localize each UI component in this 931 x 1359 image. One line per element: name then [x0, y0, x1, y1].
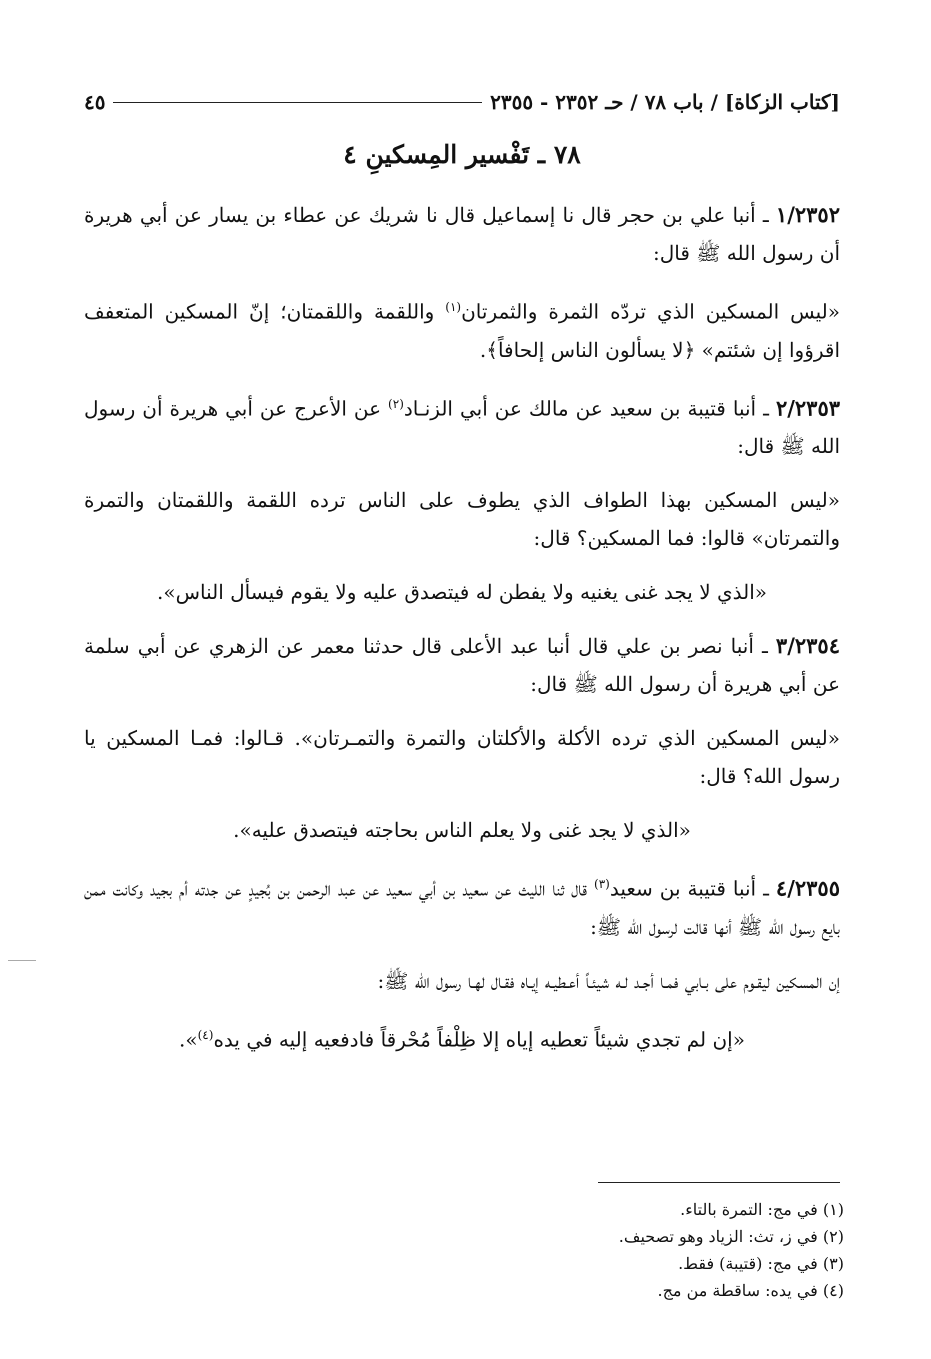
hadith-number: ٢/٢٣٥٣	[775, 395, 841, 421]
footnote: (٤) في يده: ساقطة من مج.	[657, 1281, 844, 1300]
page-number: ٤٥	[84, 90, 106, 114]
footnote-ref[interactable]: (٤)	[197, 1027, 214, 1042]
paragraph	[84, 865, 840, 946]
paragraph	[84, 811, 840, 849]
header-rule	[113, 102, 482, 103]
paragraph-text-tail: قال ثنا الليث عن سعيد بن أبي سعيد عن عبد الرحمن بن بُجيدٍ عن جدته أم بجيد وكانت ممن بايع رسول الله ﷺ أنها قالت لرسول الله ﷺ:	[84, 876, 840, 939]
hadith-number: ١/٢٣٥٢	[775, 202, 840, 227]
chapter-title: ٧٨ ـ تَفْسير المِسكينِ ٤	[343, 140, 581, 169]
paragraph	[84, 627, 840, 703]
paragraph-text: ـ أنبا علي بن حجر قال نا إسماعيل قال نا شريك عن عطاء بن يسار عن أبي هريرة أن رسول الله ﷺ قال:	[84, 203, 840, 265]
hadith-number: ٣/٢٣٥٤	[775, 633, 840, 659]
paragraph-text: ـ أنبا قتيبة بن سعيد	[609, 876, 776, 901]
paragraph	[84, 1016, 840, 1059]
footnote-ref[interactable]: (٣)	[594, 877, 610, 892]
paragraph-text: «ليس المسكين الذي تردّه الثمرة والثمرتان	[461, 299, 840, 324]
hadith-number: ٤/٢٣٥٥	[775, 875, 840, 901]
paragraph-text: «الذي لا يجد غنى ولا يعلم الناس بحاجته فيتصدق عليه».	[233, 818, 691, 843]
running-title: [كتاب الزكاة] / باب ٧٨ / حـ ٢٣٥٢ - ٢٣٥٥	[490, 90, 840, 114]
paragraph	[84, 962, 840, 1000]
paragraph	[84, 288, 840, 369]
margin-mark	[8, 960, 36, 961]
paragraph	[84, 481, 840, 557]
footnote-ref[interactable]: (٢)	[388, 396, 404, 411]
paragraph-text: «الذي لا يجد غنى يغنيه ولا يفطن له فيتصدق عليه ولا يقوم فيسأل الناس».	[156, 580, 768, 605]
paragraph-text: «ليس المسكين الذي ترده الأكلة والأكلتان والتمرة والتمـرتان». قـالوا: فمـا المسكين يا رسول الله؟ قال:	[84, 726, 841, 789]
paragraph-text-tail: واللقمة واللقمتان؛ إنّ المسكين المتعفف اقرؤوا إن شئتم» ﴿لا يسألون الناس إلحافاً﴾.	[84, 299, 840, 362]
footnote: (٢) في ز، تث: الزياد وهو تصحيف.	[618, 1227, 844, 1246]
paragraph	[84, 385, 840, 466]
footnote: (١) في مج: التمرة بالتاء.	[680, 1200, 844, 1219]
paragraph-text-tail: ».	[179, 1027, 198, 1052]
paragraph	[84, 573, 840, 611]
footnotes	[84, 1196, 844, 1304]
text-body	[84, 196, 840, 1075]
paragraph-text: ـ أنبا قتيبة بن سعيد عن مالك عن أبي الزنـاد	[403, 396, 776, 421]
paragraph-text: «ليس المسكين بهذا الطواف الذي يطوف على الناس ترده اللقمة واللقمتان والتمرة والتمرتان» قالوا: فما المسكين؟ قال:	[84, 488, 840, 551]
paragraph-text-tail: عن الأعرج عن أبي هريرة أن رسول الله ﷺ قال:	[84, 396, 840, 459]
paragraph-text: «إن لم تجدي شيئاً تعطيه إياه إلا ظِلْفاً مُحْرقاً فادفعيه إليه في يده	[213, 1027, 745, 1052]
footnote-rule	[598, 1182, 840, 1183]
paragraph-text: إن المسكين ليقـوم على بـابي فمـا أجـد لـه شيئـاً أعـطيـه إيـاه فقـال لهـا رسول الله ﷺ:	[377, 968, 840, 993]
footnote-ref[interactable]: (١)	[445, 300, 462, 314]
running-header	[84, 86, 840, 118]
paragraph	[84, 719, 840, 795]
paragraph-text: ـ أنبا نصر بن علي قال أنبا عبد الأعلى قال حدثنا معمر عن الزهري عن أبي سلمة عن أبي هريرة أن رسول الله ﷺ قال:	[84, 634, 840, 697]
footnote: (٣) في مج: (قتيبة) فقط.	[678, 1254, 844, 1273]
paragraph	[84, 196, 840, 272]
